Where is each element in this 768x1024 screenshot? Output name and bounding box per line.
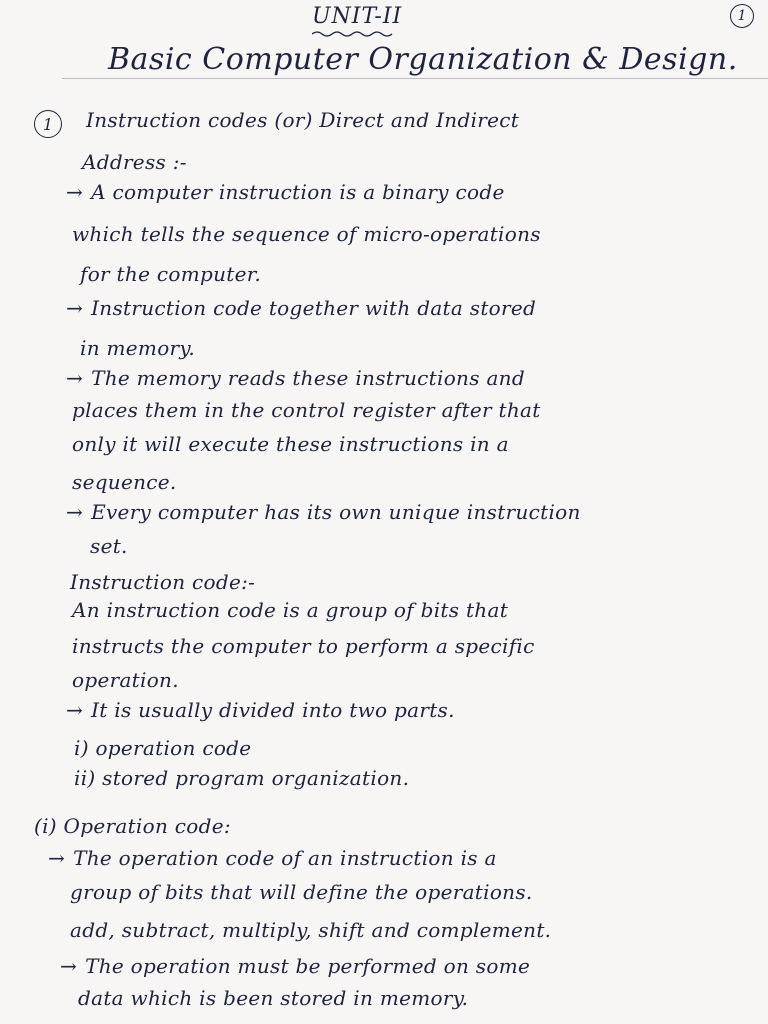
text-line: for the computer.: [80, 262, 262, 286]
section-heading-line2: Address :-: [82, 150, 187, 174]
text-line: → The operation must be performed on some: [60, 954, 531, 978]
text-line: → The memory reads these instructions and: [66, 366, 525, 390]
text-line: which tells the sequence of micro-operations: [72, 222, 541, 246]
text-line: set.: [90, 534, 128, 558]
arrow-icon: →: [66, 366, 84, 390]
arrow-icon: →: [66, 296, 84, 320]
page-title: Basic Computer Organization & Design.: [108, 42, 738, 77]
text-line: → Every computer has its own unique instruction: [66, 500, 581, 524]
list-item: ii) stored program organization.: [74, 766, 410, 790]
text-line: data which is been stored in memory.: [78, 986, 469, 1010]
text-line: operation.: [72, 668, 179, 692]
text-line: → The operation code of an instruction is a: [48, 846, 497, 870]
wavy-underline: [312, 30, 396, 38]
arrow-icon: →: [66, 180, 84, 204]
page-number: 1: [730, 4, 754, 28]
arrow-icon: →: [66, 698, 84, 722]
text-line: → A computer instruction is a binary code: [66, 180, 505, 204]
text-line: only it will execute these instructions in a: [72, 432, 509, 456]
text-line: in memory.: [80, 336, 196, 360]
subheading: Instruction code:-: [70, 570, 256, 594]
text-line: add, subtract, multiply, shift and complement.: [70, 918, 552, 942]
section-heading-line1: Instruction codes (or) Direct and Indirect: [86, 108, 520, 132]
arrow-icon: →: [66, 500, 84, 524]
arrow-icon: →: [48, 846, 66, 870]
text-line: An instruction code is a group of bits that: [72, 598, 509, 622]
unit-heading: UNIT-II: [312, 4, 403, 29]
text-line: group of bits that will define the operations.: [70, 880, 533, 904]
ruled-line: [62, 78, 768, 79]
arrow-icon: →: [60, 954, 78, 978]
text-line: instructs the computer to perform a specific: [72, 634, 535, 658]
text-line: → Instruction code together with data stored: [66, 296, 537, 320]
section-number: 1: [34, 110, 62, 138]
list-item: i) operation code: [74, 736, 252, 760]
text-line: → It is usually divided into two parts.: [66, 698, 455, 722]
subheading: (i) Operation code:: [34, 814, 231, 838]
text-line: places them in the control register after that: [72, 398, 541, 422]
text-line: sequence.: [72, 470, 177, 494]
